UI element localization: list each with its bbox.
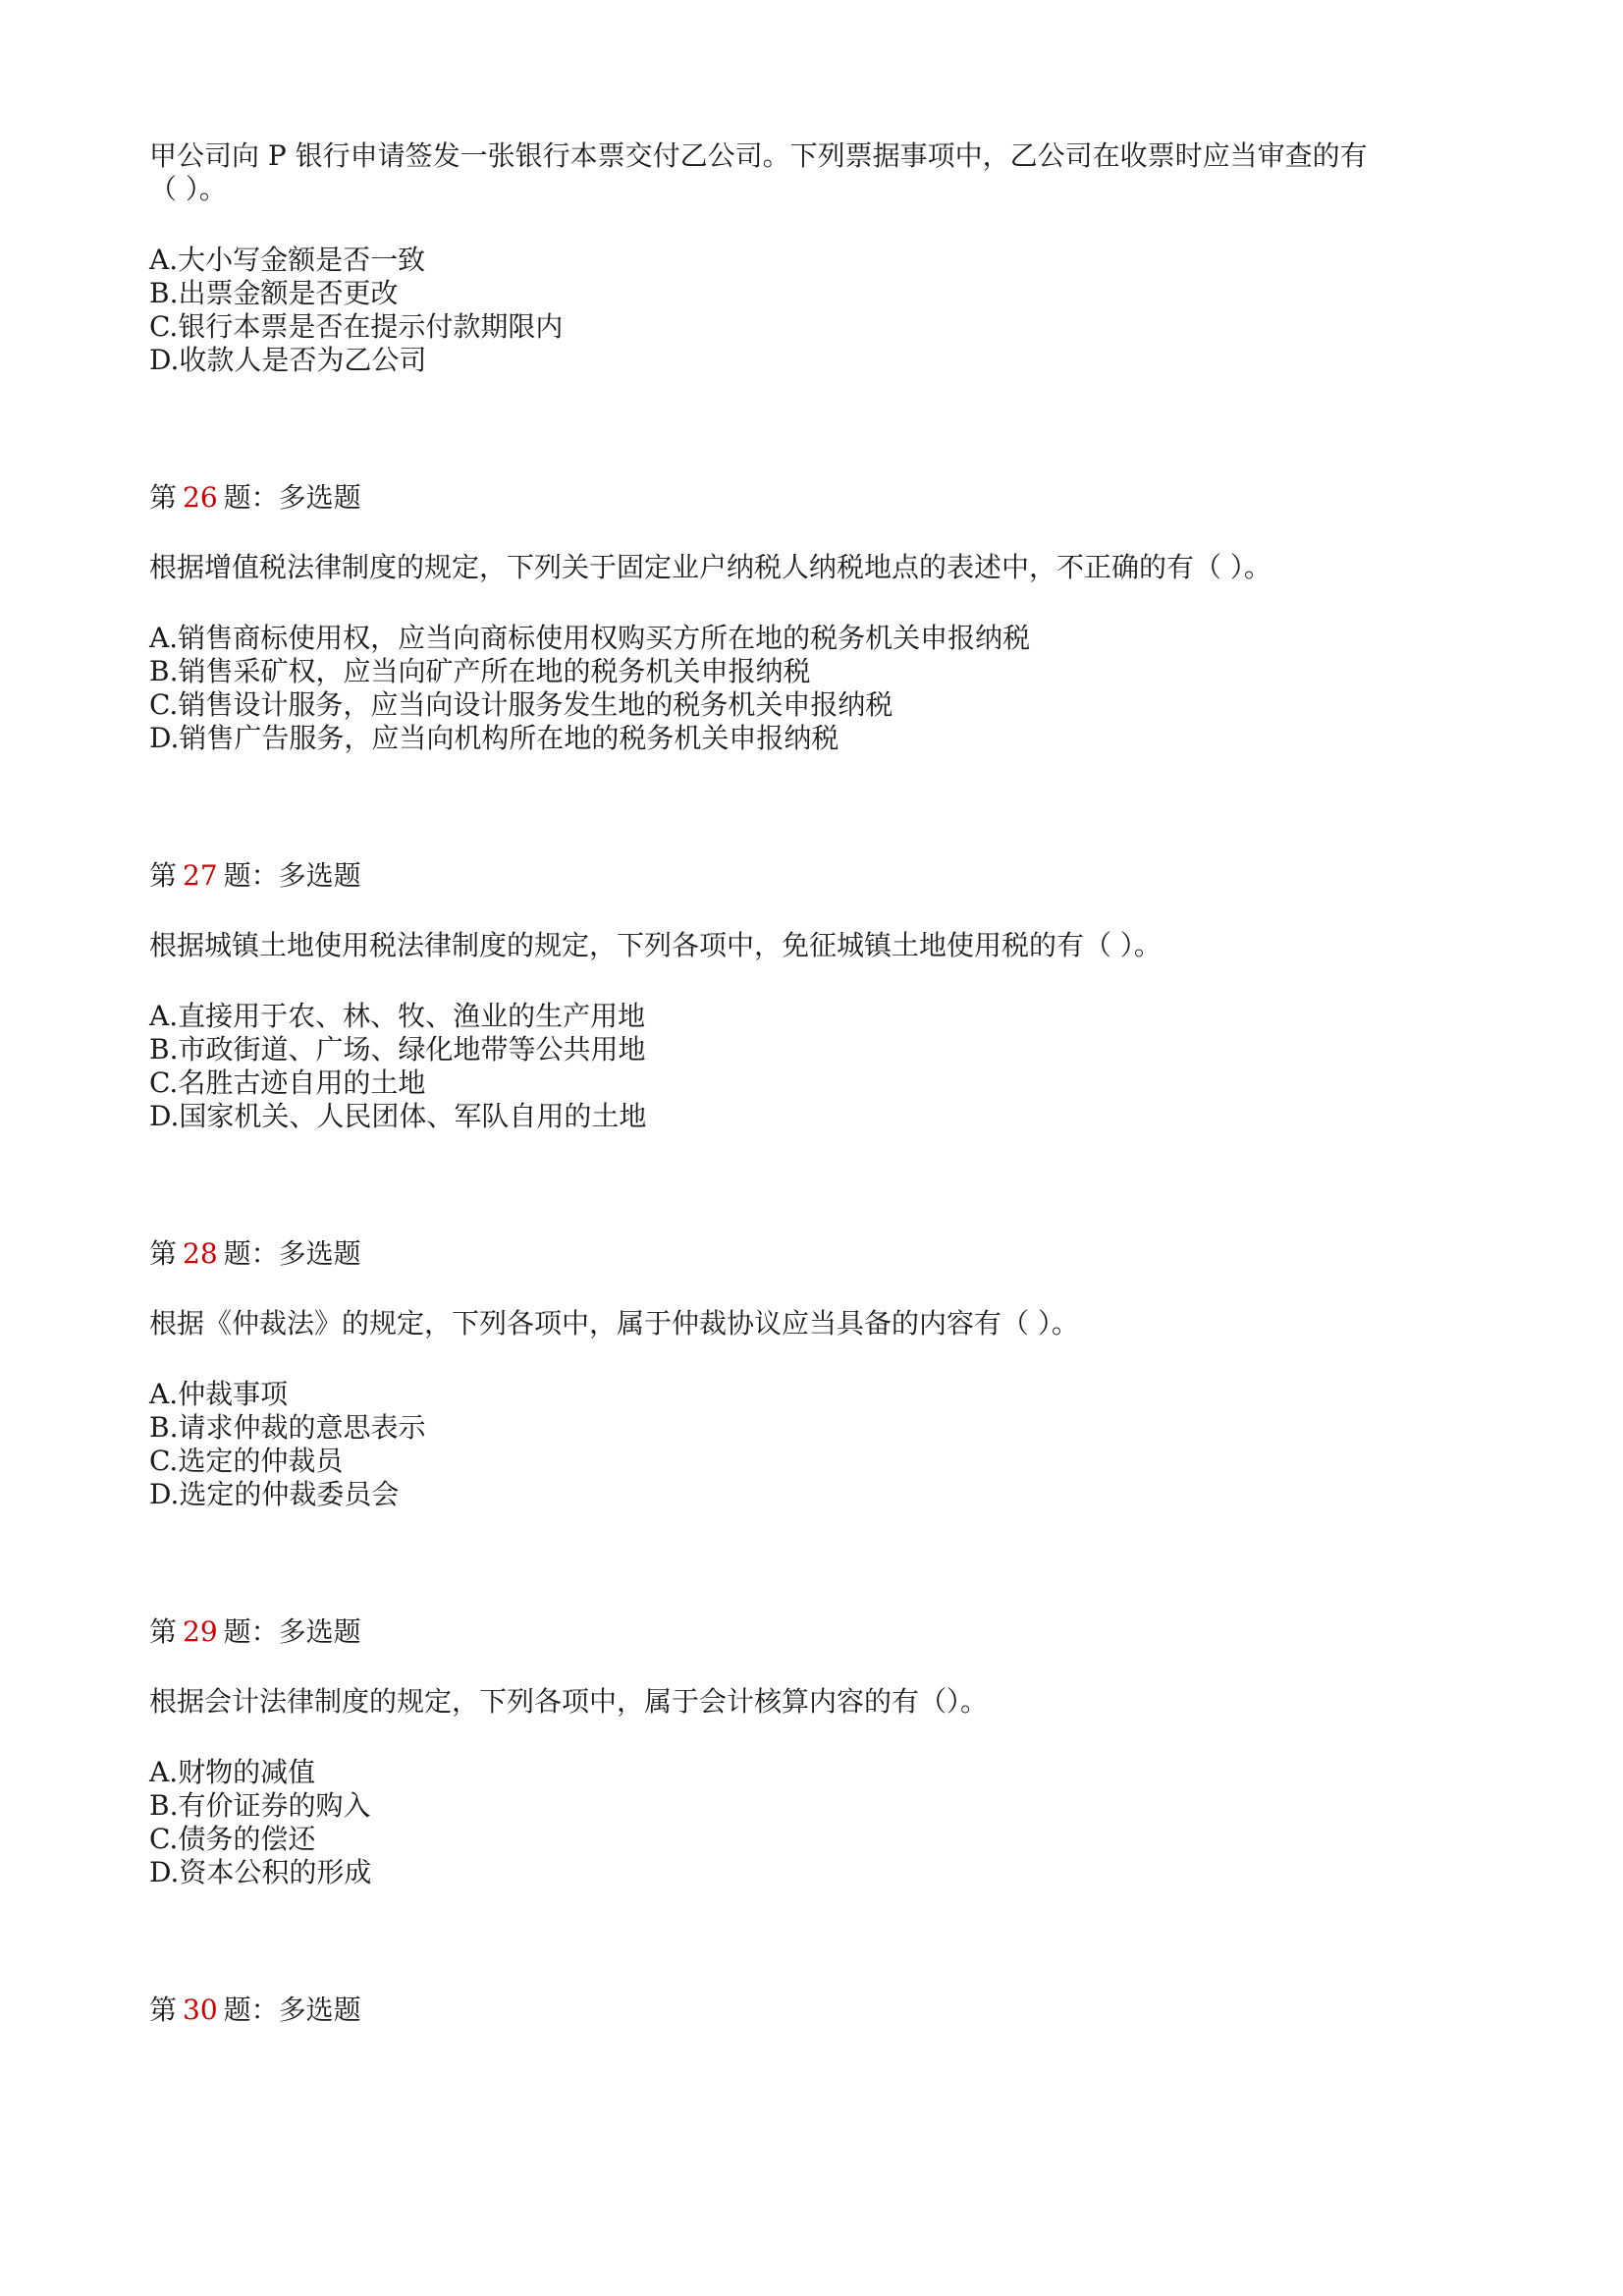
question-header [149, 859, 1485, 893]
question-prefix: 第 [149, 1615, 178, 1648]
question-type: 题：多选题 [223, 1994, 361, 2026]
option-b: B.销售采矿权，应当向矿产所在地的税务机关申报纳税 [149, 655, 811, 687]
question-number: 29 [183, 1615, 218, 1648]
options-list [149, 1756, 1485, 1889]
question-number: 30 [183, 1994, 218, 2026]
question-26 [149, 481, 1485, 755]
options-list [149, 622, 1485, 755]
option-a: A.财物的减值 [149, 1756, 316, 1788]
question-prefix: 第 [149, 1237, 178, 1270]
question-29 [149, 1615, 1485, 1889]
option-c: C.银行本票是否在提示付款期限内 [149, 310, 564, 343]
question-type: 题：多选题 [223, 481, 361, 514]
option-a: A.销售商标使用权，应当向商标使用权购买方所在地的税务机关申报纳税 [149, 622, 1031, 654]
question-prefix: 第 [149, 1994, 178, 2026]
question-prefix: 第 [149, 859, 178, 892]
question-header [149, 1994, 1485, 2027]
question-stem: 根据增值税法律制度的规定，下列关于固定业户纳税人纳税地点的表述中，不正确的有（ ）。 [149, 551, 1271, 583]
option-c: C.销售设计服务，应当向设计服务发生地的税务机关申报纳税 [149, 688, 893, 721]
option-b: B.有价证券的购入 [149, 1789, 371, 1822]
question-number: 28 [183, 1237, 218, 1270]
question-stem: 根据城镇土地使用税法律制度的规定，下列各项中，免征城镇土地使用税的有（ ）。 [149, 929, 1162, 961]
option-a: A.大小写金额是否一致 [149, 244, 426, 276]
option-a: A.仲裁事项 [149, 1378, 289, 1410]
question-stem-continued: （ ）。 [149, 173, 227, 205]
question-stem: 根据会计法律制度的规定，下列各项中，属于会计核算内容的有（）。 [149, 1685, 989, 1718]
question-stem: 根据《仲裁法》的规定，下列各项中，属于仲裁协议应当具备的内容有（ ）。 [149, 1307, 1079, 1339]
option-d: D.选定的仲裁委员会 [149, 1478, 400, 1510]
option-b: B.请求仲裁的意思表示 [149, 1411, 426, 1444]
option-c: C.名胜古迹自用的土地 [149, 1066, 426, 1099]
intro-question [149, 139, 1485, 377]
option-d: D.资本公积的形成 [149, 1856, 372, 1888]
option-a: A.直接用于农、林、牧、渔业的生产用地 [149, 1000, 646, 1032]
question-header [149, 481, 1485, 515]
question-type: 题：多选题 [223, 1237, 361, 1270]
question-27 [149, 859, 1485, 1133]
options-list [149, 1378, 1485, 1511]
question-number: 27 [183, 859, 218, 892]
question-prefix: 第 [149, 481, 178, 514]
option-b: B.出票金额是否更改 [149, 277, 399, 309]
options-list [149, 1000, 1485, 1133]
question-header [149, 1615, 1485, 1649]
document-page [149, 139, 1485, 2027]
question-type: 题：多选题 [223, 1615, 361, 1648]
option-d: D.国家机关、人民团体、军队自用的土地 [149, 1100, 647, 1132]
question-28 [149, 1237, 1485, 1511]
option-c: C.债务的偿还 [149, 1823, 316, 1855]
question-type: 题：多选题 [223, 859, 361, 892]
option-b: B.市政街道、广场、绿化地带等公共用地 [149, 1033, 646, 1066]
question-30 [149, 1994, 1485, 2027]
question-stem: 甲公司向 P 银行申请签发一张银行本票交付乙公司。下列票据事项中，乙公司在收票时应当审查的有 [149, 139, 1368, 172]
question-header [149, 1237, 1485, 1271]
option-d: D.销售广告服务，应当向机构所在地的税务机关申报纳税 [149, 722, 839, 754]
option-d: D.收款人是否为乙公司 [149, 344, 427, 376]
option-c: C.选定的仲裁员 [149, 1445, 344, 1477]
options-list [149, 244, 1485, 377]
question-number: 26 [183, 481, 218, 514]
